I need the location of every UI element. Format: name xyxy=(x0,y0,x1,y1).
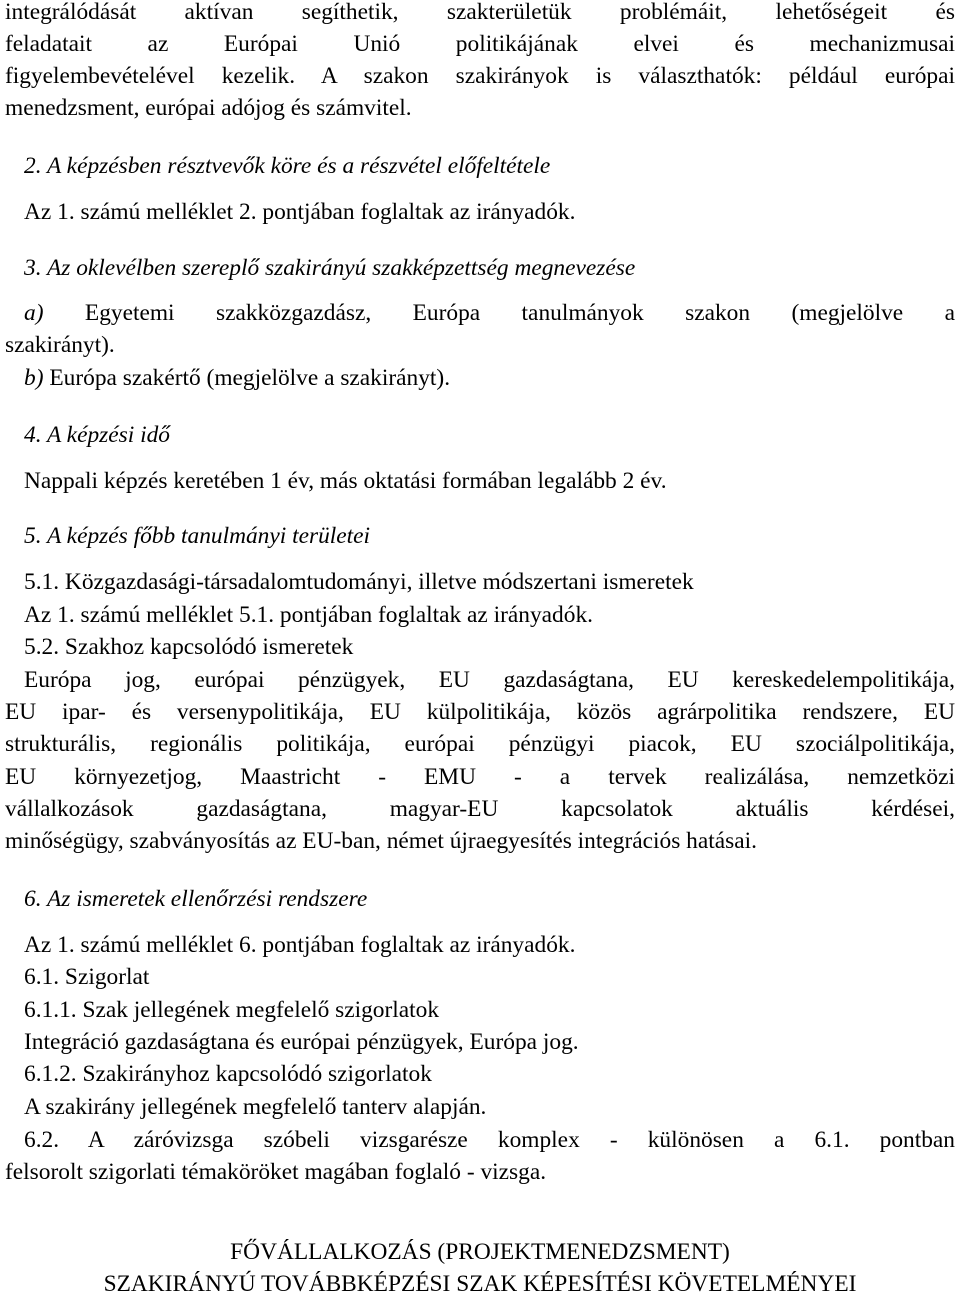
section-6-heading: 6. Az ismeretek ellenőrzési rendszere xyxy=(24,886,368,912)
footer-subtitle: SZAKIRÁNYÚ TOVÁBBKÉPZÉSI SZAK KÉPESÍTÉSI KÖVETELMÉNYEI xyxy=(103,1271,857,1297)
intro-line: feladatait az Európai Unió politikájának elvei és mechanizmusai xyxy=(5,31,955,57)
section-5-1-text: Az 1. számú melléklet 5.1. pontjában foglaltak az irányadók. xyxy=(24,602,593,628)
section-5-2-title: 5.2. Szakhoz kapcsolódó ismeretek xyxy=(24,634,354,660)
section-6-1-2-text: A szakirány jellegének megfelelő tanterv alapján. xyxy=(24,1094,487,1120)
item-b-marker: b) xyxy=(24,365,44,391)
section-6-1-1-text: Integráció gazdaságtana és európai pénzügyek, Európa jog. xyxy=(24,1029,579,1055)
item-a-text: Egyetemi szakközgazdász, Európa tanulmányok szakon (megjelölve a xyxy=(84,300,955,326)
section-5-2-line: Európa jog, európai pénzügyek, EU gazdaságtana, EU kereskedelempolitikája, xyxy=(24,667,955,693)
section-6-1-title: 6.1. Szigorlat xyxy=(24,964,150,990)
section-3-item-b xyxy=(24,362,955,394)
section-3-item-a xyxy=(24,297,955,329)
section-5-1-title: 5.1. Közgazdasági-társadalomtudományi, illetve módszertani ismeretek xyxy=(24,569,694,595)
section-5-2-line: minőségügy, szabványosítás az EU-ban, német újraegyesítés integrációs hatásai. xyxy=(5,828,757,854)
section-5-2-line: strukturális, regionális politikája, európai pénzügyi piacok, EU szociálpolitikája, xyxy=(5,731,955,757)
section-6-1-2-title: 6.1.2. Szakirányhoz kapcsolódó szigorlatok xyxy=(24,1061,432,1087)
section-5-2-line: EU ipar- és versenypolitikája, EU külpolitikája, közös agrárpolitika rendszere, EU xyxy=(5,699,955,725)
intro-line: menedzsment, európai adójog és számvitel. xyxy=(5,95,412,121)
section-3-item-a-cont: szakirányt). xyxy=(5,332,115,358)
section-5-heading: 5. A képzés főbb tanulmányi területei xyxy=(24,523,371,549)
section-6-text: Az 1. számú melléklet 6. pontjában foglaltak az irányadók. xyxy=(24,932,576,958)
section-6-1-1-title: 6.1.1. Szak jellegének megfelelő szigorlatok xyxy=(24,997,440,1023)
section-4-text: Nappali képzés keretében 1 év, más oktatási formában legalább 2 év. xyxy=(24,468,667,494)
section-6-2-line: felsorolt szigorlati témaköröket magában foglaló - vizsga. xyxy=(5,1159,547,1185)
section-6-2-line: 6.2. A záróvizsga szóbeli vizsgarésze komplex - különösen a 6.1. pontban xyxy=(24,1127,955,1153)
section-2-heading: 2. A képzésben résztvevők köre és a részvétel előfeltétele xyxy=(24,153,551,179)
section-3-heading: 3. Az oklevélben szereplő szakirányú szakképzettség megnevezése xyxy=(24,255,636,281)
item-a-marker: a) xyxy=(24,300,44,326)
section-5-2-line: EU környezetjog, Maastricht - EMU - a tervek realizálása, nemzetközi xyxy=(5,764,955,790)
intro-line: integrálódását aktívan segíthetik, szakterületük problémáit, lehetőségeit és xyxy=(5,0,955,25)
section-5-2-line: vállalkozások gazdaságtana, magyar-EU kapcsolatok aktuális kérdései, xyxy=(5,796,955,822)
section-4-heading: 4. A képzési idő xyxy=(24,422,170,448)
intro-line: figyelembevételével kezelik. A szakon szakirányok is választhatók: például európai xyxy=(5,63,955,89)
footer-title: FŐVÁLLALKOZÁS (PROJEKTMENEDZSMENT) xyxy=(230,1239,730,1265)
section-2-text: Az 1. számú melléklet 2. pontjában foglaltak az irányadók. xyxy=(24,199,576,225)
item-b-text: Európa szakértő (megjelölve a szakirányt). xyxy=(49,365,451,391)
